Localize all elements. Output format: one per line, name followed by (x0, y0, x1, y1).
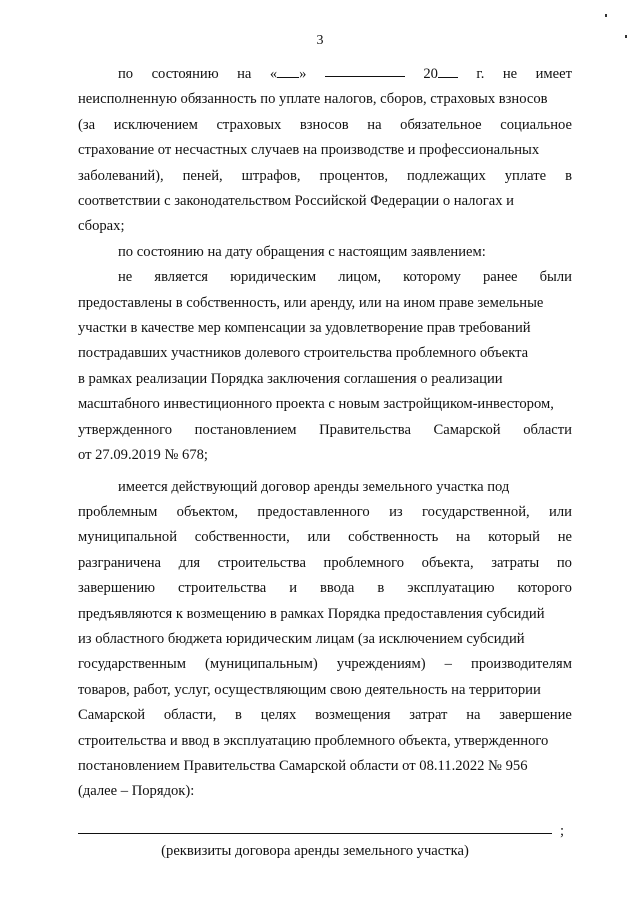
text-line: в рамках реализации Порядка заключения соглашения о реализации (78, 370, 503, 387)
document-body (78, 62, 572, 865)
word: состоянию (151, 66, 219, 82)
text-line: из областного бюджета юридическим лицам (за исключением субсидий (78, 630, 525, 647)
text-line: товаров, работ, услуг, осуществляющим свою деятельность на территории (78, 681, 541, 698)
text-line: государственным (муниципальным) учреждениям) – производителям (78, 656, 572, 673)
text-line: сборах; (78, 218, 125, 235)
text-line: пострадавших участников долевого строительства проблемного объекта (78, 345, 529, 362)
text-line: постановлением Правительства Самарской области от 08.11.2022 № 956 (78, 757, 528, 774)
text-line: от 27.09.2019 № 678; (78, 447, 208, 464)
text-line (78, 62, 572, 87)
text-line: заболеваний), пеней, штрафов, процентов, подлежащих уплате в (78, 167, 572, 184)
word: имеет (535, 66, 572, 82)
semicolon: ; (560, 822, 565, 839)
paragraph-status-date (78, 62, 572, 240)
month-blank[interactable] (325, 62, 405, 77)
text-line: предоставлены в собственность, или аренду, или на ином праве земельные (78, 294, 544, 311)
year-blank[interactable] (438, 63, 458, 78)
lease-requisites-caption: (реквизиты договора аренды земельного участка) (161, 842, 469, 859)
text-line: не является юридическим лицом, которому ранее были (118, 269, 572, 286)
text-line: имеется действующий договор аренды земельного участка под (118, 478, 510, 495)
lease-requisites-block (78, 819, 572, 865)
year-field[interactable]: 20 (423, 62, 458, 87)
paragraph-application-date: по состоянию на дату обращения с настоящим заявлением: (118, 243, 486, 260)
text-line: масштабного инвестиционного проекта с новым застройщиком-инвестором, (78, 396, 554, 413)
text-line: предъявляются к возмещению в рамках Порядка предоставления субсидий (78, 605, 545, 622)
word: г. (476, 66, 485, 82)
text-line: Самарской области, в целях возмещения затрат на завершение (78, 707, 572, 724)
text-line: соответствии с законодательством Российской Федерации о налогах и (78, 193, 514, 210)
page-number: 3 (316, 33, 324, 48)
word: по (118, 66, 134, 82)
day-blank[interactable] (277, 63, 299, 78)
text-line: (за исключением страховых взносов на обязательное социальное (78, 116, 572, 133)
word: не (502, 66, 518, 82)
text-line: строительства и ввод в эксплуатацию проблемного объекта, утвержденного (78, 732, 549, 749)
scan-mark (605, 14, 607, 17)
word: на (237, 66, 252, 82)
text-line: участки в качестве мер компенсации за удовлетворение прав требований (78, 320, 531, 337)
text-line: разграничена для строительства проблемного объекта, затраты по (78, 554, 572, 571)
paragraph-not-legal-entity (78, 265, 572, 468)
text-line: страхование от несчастных случаев на производстве и профессиональных (78, 142, 540, 159)
text-line: завершению строительства и ввода в эксплуатацию которого (78, 580, 572, 597)
text-line: (далее – Порядок): (78, 783, 195, 800)
text-line: неисполненную обязанность по уплате налогов, сборов, страховых взносов (78, 91, 548, 108)
lease-requisites-field[interactable] (78, 833, 552, 834)
text-line: проблемным объектом, предоставленного из государственной, или (78, 503, 572, 520)
scan-mark (625, 35, 627, 38)
text-line: муниципальной собственности, или собственность на который не (78, 529, 572, 546)
paragraph-lease-agreement (78, 475, 572, 805)
text-line: утвержденного постановлением Правительства Самарской области (78, 421, 572, 438)
date-day-field[interactable]: « » (270, 62, 307, 87)
